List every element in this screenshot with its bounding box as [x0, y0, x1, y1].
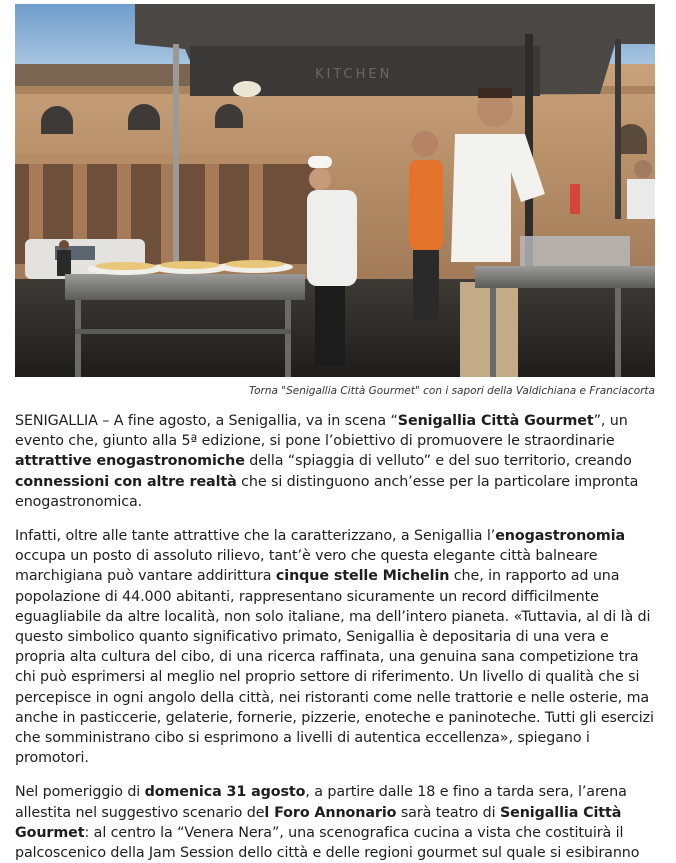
text-run: : al centro la “Venera Nera”, una scenografica cucina a vista che costituirà il palcoscenico della Jam Session dello città e delle regioni gourmet sul quale si esibiranno: [15, 824, 640, 862]
text-run: della “spiaggia di velluto” e del suo territorio, creando: [244, 453, 632, 470]
bold-text: enogastronomia: [495, 528, 626, 545]
text-run: , a partire dalle 18 e fino a tarda sera, l’arena allestita nel suggestivo scenario de: [15, 784, 627, 821]
photo-caption: Torna "Senigallia Città Gourmet" con i sapori della Valdichiana e Franciacorta: [248, 385, 655, 397]
bold-text: Senigallia Città Gourmet: [15, 804, 622, 841]
text-run: SENIGALLIA – A fine agosto, a Senigallia, va in scena “: [15, 413, 398, 429]
text-run: sarà teatro di: [396, 804, 500, 821]
bold-text: connessioni con altre realtà: [15, 473, 237, 490]
article-paragraph-2: [15, 526, 655, 768]
photo-illustration: [15, 4, 655, 377]
text-run: Nel pomeriggio di: [15, 784, 145, 801]
text-run: che, in rapporto ad una popolazione di 44.000 abitanti, rappresentano sicuramente un record difficilmente eguagliabile da altre località, non solo italiane, ma dell’intero pianeta. «Tuttavia, al di là di questo simbolico quanto significativo primato, Senigallia è depositaria di una vera e propria alta cultura del cibo, di una ricerca raffinata, una genuina sana competizione tra chi può esprimersi al meglio nel proprio settore di riferimento. Un livello di qualità che si percepisce in ogni angolo della città, nei ristoranti come nelle trattorie e nelle osterie, ma anche in pasticcerie, gelaterie, fornerie, pizzerie, enoteche e paninoteche. Tutti gli esercizi che somministrano cibo si esprimono a livelli di autentica eccellenza», spiegano i promotori.: [15, 568, 654, 767]
article-paragraph-3: [15, 782, 655, 863]
text-run: Infatti, oltre alle tante attrattive che la caratterizzano, a Senigallia l’: [15, 528, 496, 545]
article: [15, 4, 655, 863]
kitchen-sign: KITCHEN: [315, 67, 393, 82]
bold-text: l Foro Annonario: [264, 804, 397, 821]
bold-text: attrattive enogastronomiche: [15, 453, 245, 470]
article-photo: [15, 4, 655, 377]
text-run: occupa un posto di assoluto rilievo, tant’è vero che questa elegante città balneare marchigiana può vantare addirittura: [15, 548, 598, 585]
text-run: ”, un evento che, giunto alla 5ª edizione, si pone l’obiettivo di promuovere le straordinarie: [15, 413, 628, 450]
bold-text: domenica 31 agosto: [144, 784, 306, 801]
bold-text: cinque stelle Michelin: [275, 568, 450, 585]
article-paragraph-1: [15, 411, 655, 512]
text-run: che si distinguono anch’esse per la particolare impronta enogastronomica.: [15, 473, 639, 510]
bold-text: Senigallia Città Gourmet: [397, 413, 594, 429]
